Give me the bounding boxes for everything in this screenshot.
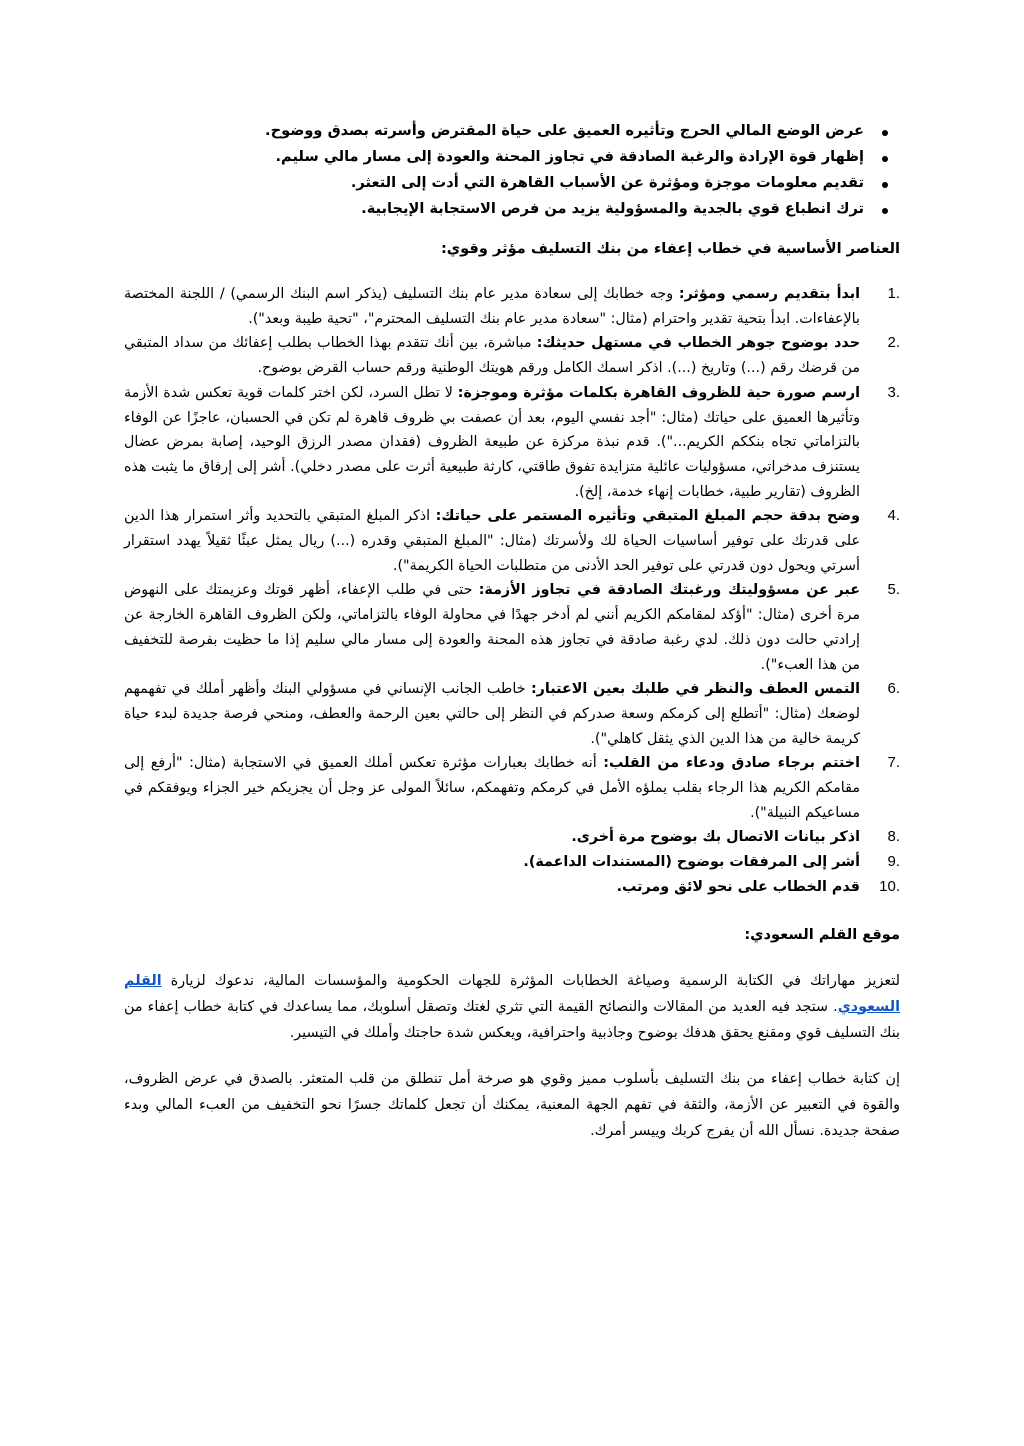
step-body: أنه خطابك بعبارات مؤثرة تعكس أملك العميق في الاستجابة (مثال: "أرفع إلى مقامكم الكريم هذا الرجاء بقلب يملؤه الأمل في كرمكم وتفهمكم، سائلاً المولى عز وجل أن يجزيكم خير الجزاء ويوفقكم في مساعيكم النبيلة"). bbox=[124, 755, 860, 821]
step-title: اختتم برجاء صادق ودعاء من القلب: bbox=[603, 755, 860, 772]
bullet-dot-icon bbox=[882, 156, 888, 162]
step-title: التمس العطف والنظر في طلبك بعين الاعتبار: bbox=[530, 681, 860, 698]
bullet-dot-icon bbox=[882, 130, 888, 136]
bullet-item bbox=[124, 196, 900, 222]
step-item bbox=[124, 282, 900, 331]
step-body: خاطب الجانب الإنساني في مسؤولي البنك وأظهر أملك في تفهمهم لوضعك (مثال: "أتطلع إلى كرمكم وسعة صدركم في النظر إلى حالتي بعين الرحمة والعطف، ومنحي فرصة جديدة لبدء حياة كريمة خالية من هذا الدين الذي يثقل كاهلي"). bbox=[124, 681, 860, 747]
step-item bbox=[124, 677, 900, 751]
step-title: حدد بوضوح جوهر الخطاب في مستهل حديثك: bbox=[536, 335, 860, 352]
document-page bbox=[124, 118, 900, 1164]
step-item bbox=[124, 578, 900, 677]
bullet-text: إظهار قوة الإرادة والرغبة الصادقة في تجاوز المحنة والعودة إلى مسار مالي سليم. bbox=[275, 148, 864, 165]
site-paragraph-after: . ستجد فيه العديد من المقالات والنصائح القيمة التي تثري لغتك وتصقل أسلوبك، مما يساعدك في كتابة خطاب إعفاء من بنك التسليف قوي ومقنع يحقق هدفك بوضوح وجاذبية واحترافية، ويعكس شدة حاجتك وأملك في التيسير. bbox=[124, 998, 900, 1041]
bullet-item bbox=[124, 118, 900, 144]
step-number: 9. bbox=[887, 853, 900, 871]
step-number: 3. bbox=[887, 383, 900, 401]
saudi-pen-link[interactable]: القلم السعودي bbox=[124, 972, 900, 1015]
elements-heading: العناصر الأساسية في خطاب إعفاء من بنك التسليف مؤثر وقوي: bbox=[440, 240, 900, 257]
step-number: 4. bbox=[887, 507, 900, 525]
step-number: 2. bbox=[887, 334, 900, 352]
step-item bbox=[124, 850, 900, 875]
step-item bbox=[124, 751, 900, 825]
step-item bbox=[124, 331, 900, 380]
step-title: عبر عن مسؤوليتك ورغبتك الصادقة في تجاوز الأزمة: bbox=[478, 582, 860, 599]
step-number: 5. bbox=[887, 581, 900, 599]
step-body: مباشرة، بين أنك تتقدم بهذا الخطاب بطلب إعفائك من سداد المتبقي من قرضك رقم (...) وتاريخ (...). اذكر اسمك الكامل ورقم هويتك الوطنية ورقم حساب القرض بوضوح. bbox=[124, 335, 860, 377]
steps-numbered-list bbox=[124, 282, 900, 900]
step-number: 7. bbox=[887, 754, 900, 772]
bullet-dot-icon bbox=[882, 182, 888, 188]
step-title: قدم الخطاب على نحو لائق ومرتب. bbox=[616, 878, 860, 895]
step-item bbox=[124, 875, 900, 900]
site-heading: موقع القلم السعودي: bbox=[744, 925, 900, 943]
step-item bbox=[124, 504, 900, 578]
step-title: ابدأ بتقديم رسمي ومؤثر: bbox=[678, 286, 861, 302]
step-item bbox=[124, 381, 900, 505]
step-body: وجه خطابك إلى سعادة مدير عام بنك التسليف (يذكر اسم البنك الرسمي) / اللجنة المختصة بالإعفاءات. ابدأ بتحية تقدير واحترام (مثال: "سعادة مدير عام بنك التسليف المحترم"، "تحية طيبة وبعد"). bbox=[124, 286, 860, 327]
closing-paragraph: إن كتابة خطاب إعفاء من بنك التسليف بأسلوب مميز وقوي هو صرخة أمل تنطلق من قلب المتعثر. بالصدق في عرض الظروف، والقوة في التعبير عن الأزمة، والثقة في تفهم الجهة المعنية، يمكنك أن تجعل كلماتك جسرًا نحو التخفيف من العبء المالي وبدء صفحة جديدة. نسأل الله أن يفرج كربك وييسر أمرك. bbox=[124, 1070, 900, 1139]
step-title: ارسم صورة حية للظروف القاهرة بكلمات مؤثرة وموجزة: bbox=[457, 384, 861, 401]
bullet-item bbox=[124, 170, 900, 196]
step-title: وضح بدقة حجم المبلغ المتبقي وتأثيره المستمر على حياتك: bbox=[435, 508, 860, 525]
step-item bbox=[124, 825, 900, 850]
step-number: 10. bbox=[879, 877, 900, 895]
step-title: اذكر بيانات الاتصال بك بوضوح مرة أخرى. bbox=[571, 829, 860, 846]
step-body: اذكر المبلغ المتبقي بالتحديد وأثر استمرار هذا الدين على قدرتك على توفير أساسيات الحياة لك ولأسرتك (مثال: "المبلغ المتبقي وقدره (...) ريال يمثل عبئًا ثقيلاً يهدد استقرار أسرتي ويحول دون قدرتي على توفير الحد الأدنى من متطلبات الحياة الكريمة"). bbox=[124, 508, 860, 574]
bullet-item bbox=[124, 144, 900, 170]
step-body: حتى في طلب الإعفاء، أظهر قوتك وعزيمتك على النهوض مرة أخرى (مثال: "أؤكد لمقامكم الكريم أنني لم أدخر جهدًا في محاولة الوفاء بالتزاماتي، ولكن الظروف القاهرة الخارجة عن إرادتي حالت دون ذلك. لدي رغبة صادقة في تجاوز هذه المحنة والعودة إلى مسار مالي سليم إذا ما حظيت بفرصة للتخفيف من هذا العبء"). bbox=[124, 582, 860, 673]
step-number: 8. bbox=[887, 828, 900, 846]
step-number: 6. bbox=[887, 680, 900, 698]
bullet-dot-icon bbox=[882, 208, 888, 214]
step-number: 1. bbox=[887, 285, 900, 302]
goals-bullet-list bbox=[124, 118, 900, 222]
step-body: لا تطل السرد، لكن اختر كلمات قوية تعكس شدة الأزمة وتأثيرها العميق على حياتك (مثال: "أجد نفسي اليوم، بعد أن عصفت بي ظروف قاهرة لم تكن في الحسبان، عاجزًا عن الوفاء بالتزاماتي تجاه بنككم الكريم..."). قدم نبذة مركزة عن طبيعة الظروف (فقدان مصدر الرزق الوحيد، إصابة بمرض عضال يستنزف مدخراتي، مسؤوليات عائلية متزايدة تفوق طاقتي، كارثة طبيعية أثرت على مصدر دخلي). أشر إلى إرفاق ما يثبت هذه الظروف (تقارير طبية، خطابات إنهاء خدمة، إلخ). bbox=[124, 384, 860, 500]
step-title: أشر إلى المرفقات بوضوح (المستندات الداعمة). bbox=[523, 854, 860, 871]
bullet-text: عرض الوضع المالي الحرج وتأثيره العميق على حياة المقترض وأسرته بصدق ووضوح. bbox=[265, 122, 864, 139]
site-paragraph bbox=[124, 968, 900, 1046]
bullet-text: تقديم معلومات موجزة ومؤثرة عن الأسباب القاهرة التي أدت إلى التعثر. bbox=[350, 174, 864, 191]
site-paragraph-before: لتعزيز مهاراتك في الكتابة الرسمية وصياغة الخطابات المؤثرة للجهات الحكومية والمؤسسات المالية، ندعوك لزيارة bbox=[161, 972, 900, 989]
bullet-text: ترك انطباع قوي بالجدية والمسؤولية يزيد من فرص الاستجابة الإيجابية. bbox=[361, 200, 864, 217]
